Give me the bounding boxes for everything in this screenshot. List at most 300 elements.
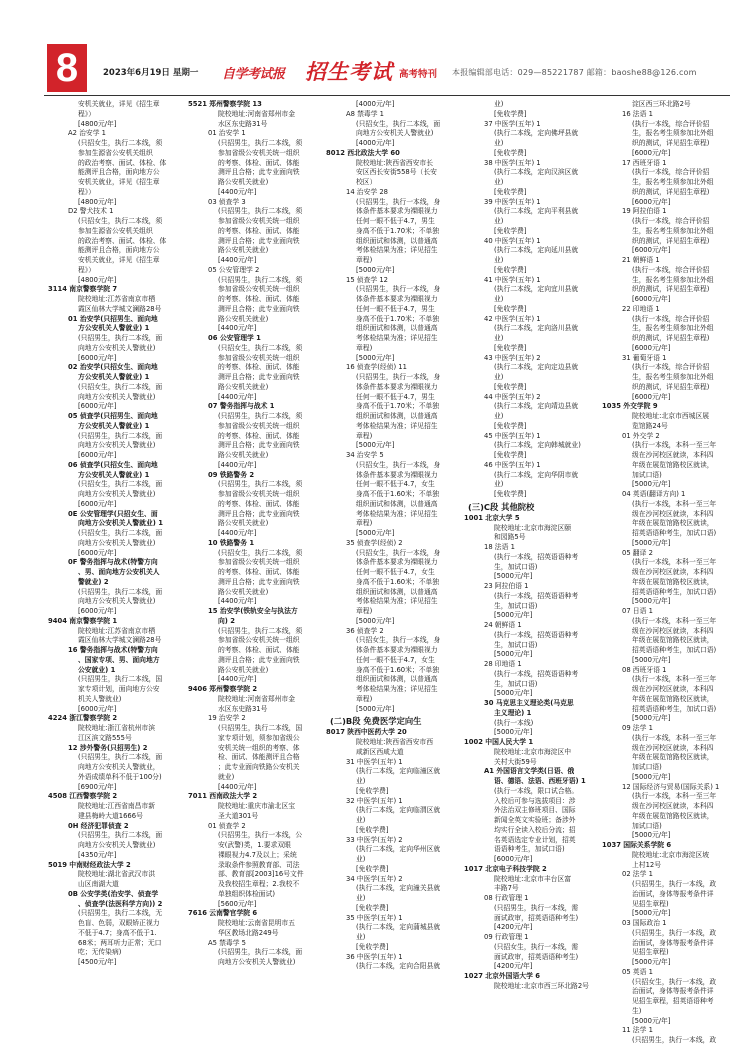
listing-line: 、男、面向地方公安机关人 [78, 568, 160, 576]
listing-line: 18 法语 1 [484, 543, 515, 551]
listing-line: 向) 2 [218, 616, 235, 625]
listing-line: 09 法学 1 [622, 724, 653, 732]
listing-line: 36 中医学(五年) 1 [346, 952, 403, 961]
listing-line: (执行一本线，综合评价招 [632, 168, 710, 177]
listing-line: (执行一本线，招英语语种考 [494, 630, 579, 639]
listing-line: 加试口语) [632, 821, 662, 830]
section-heading: (二)B段 免费医学定向生 [330, 716, 422, 727]
listing-line: 年级在展览馆路校区就读， [632, 577, 714, 586]
issue-date: 2023年6月19日 星期一 [103, 68, 199, 78]
listing-line: (只招男生，执行二本线，面 [78, 587, 163, 596]
listing-line: 考体检结果为准；详见招生 [356, 334, 438, 342]
listing-line: 织的测试，详见招生章程) [632, 334, 710, 342]
column-2 [188, 100, 326, 1058]
listing-line: [5000元/年] [356, 441, 395, 450]
listing-line: 霞区仙林大学城文澜路28号 [78, 304, 162, 313]
listing-line: 36 侦查学 2 [346, 626, 384, 635]
listing-line: (执行一本线，综合评价招 [632, 217, 710, 225]
listing-line: ；此专业面向铁路公安机关 [218, 763, 300, 771]
listing-line: 体条件基本要求为裸眼视力 [356, 295, 438, 303]
listing-line: 05 英语 1 [622, 967, 653, 976]
listing-line: [6000元/年] [632, 197, 671, 206]
listing-line: 组织面试和体测，以普通高 [356, 499, 438, 508]
listing-line: 39 中医学(五年) 1 [484, 197, 541, 206]
listing-line: (只招女生，执行一本线，身 [356, 460, 441, 469]
listing-line: 参加省级公安机关统一组织 [218, 217, 300, 225]
listing-line: [5000元/年] [356, 616, 395, 625]
listing-line: [6000元/年] [494, 855, 533, 863]
listing-line: 41 中医学(五年) 1 [484, 275, 541, 284]
listing-line: 生，加试口语) [494, 679, 538, 688]
listing-line: 9406 郑州警察学院 2 [188, 685, 258, 693]
listing-line: (只招男生，执行二本线，须 [218, 626, 303, 635]
listing-line: 能测评且合格，面向地方公 [78, 246, 160, 255]
listing-line: 的考察、体检、面试、体能 [218, 568, 300, 576]
listing-line: 1027 北京外国语大学 6 [464, 972, 540, 980]
contact-info: 本报编辑部电话：029—85221787 邮箱：baoshe88@126.com [452, 68, 697, 77]
listing-line: 业) [356, 894, 366, 902]
listing-line: 0B 公安学类(治安学、侦查学 [68, 889, 159, 898]
listing-line: 霞区仙林大学城文澜路28号 [78, 636, 162, 645]
listing-line: (执行二本线，定向华州区就 [356, 845, 441, 854]
listing-line: (只招男生，执行二本线，面 [78, 431, 163, 440]
listing-line: (执行一本线，综合评价招 [632, 363, 710, 372]
listing-line: 方公安机关人警就业) 1 [78, 470, 150, 479]
listing-line: 能测评且合格，面向地方公 [78, 168, 160, 177]
listing-line: 见招生章程，招英语语种考 [632, 997, 714, 1005]
listing-line: 体条件基本要求为裸眼视力 [356, 470, 438, 479]
listing-line: 家专项计划，须参加省级公 [218, 733, 300, 742]
listing-line: 向地方公安机关人警就业) [78, 597, 156, 606]
listing-line: 就业) [218, 772, 235, 781]
listing-line: [6000元/年] [632, 392, 671, 401]
listing-line: [4400元/年] [218, 782, 257, 791]
listing-line: (只招女生，执行二本线，须 [78, 217, 163, 225]
listing-line: (执行二本线，定向临渭区就 [356, 806, 441, 815]
listing-line: 语、德语、法语、西班牙语) 1 [494, 777, 586, 785]
listing-line: 体条件基本要求为裸眼视力 [356, 207, 438, 216]
listing-line: (执行一本线，本科一至三年 [632, 499, 717, 508]
listing-line: [4200元/年] [494, 923, 533, 932]
listing-line: 向地方公安机关人警就业) [78, 343, 156, 352]
listing-line: 身高不低于1.60米；不单独 [356, 665, 440, 674]
listing-line: [4800元/年] [78, 197, 117, 206]
listing-line: 路公安机关就业) [218, 519, 269, 528]
listing-line: 06 侦查学(只招女生、面向地 [68, 460, 158, 469]
listing-line: (只招男生，执行一本线，公 [218, 831, 303, 840]
listing-line: 参加省级公安机关统一组织 [218, 353, 300, 362]
listing-line: 及我校招生章程；2.我校不 [218, 880, 300, 888]
listing-line: 章程) [356, 343, 373, 352]
listing-line: (执行一本线，本科一至三年 [632, 616, 717, 625]
listing-line: 4508 江西警察学院 2 [48, 792, 118, 801]
listing-line: 院校地址:重庆市渝北区宝 [218, 802, 296, 810]
listing-line: 24 朝鲜语 1 [484, 621, 522, 629]
listing-line: [免收学费] [356, 942, 389, 951]
listing-line: (只招男生，执行一本线，身 [356, 197, 441, 206]
listing-line: 考体检结果为准；详见招生 [356, 246, 438, 255]
listing-line: [4400元/年] [218, 460, 257, 469]
listing-line: 山区南湖大道 [78, 880, 119, 888]
listing-line: 16 侦查学(经侦) 11 [346, 363, 407, 372]
listing-line: 30 马克思主义理论类(马克思 [484, 699, 574, 707]
listing-line: 安(武警)类，1.要求双眼 [218, 841, 291, 849]
listing-line: 程》） [78, 187, 95, 196]
listing-line: 安机关就业，详见《招生章 [78, 256, 160, 264]
listing-line: 业) [494, 256, 504, 264]
listing-line: 09 铁路警务 2 [208, 470, 255, 479]
listing-line: 测评且合格；此专业面向铁 [218, 441, 300, 450]
listing-line: 11 法学 1 [622, 1026, 653, 1035]
listing-line: (只招女生，执行一本线，身 [356, 636, 441, 645]
listing-line: 级在沙河校区就读，本科四 [632, 568, 714, 576]
listing-line: 考体检结果为准；详见招生 [356, 509, 438, 518]
listing-line: 吃；无传染病) [78, 948, 122, 957]
listing-line: 业) [494, 139, 504, 147]
listing-line: 向地方公安机关人警就业) [218, 958, 296, 966]
listing-line: [5000元/年] [632, 714, 671, 723]
listing-line: 向地方公安机关人警就业， [78, 763, 160, 771]
listing-line: 向地方公安机关人警就业) [78, 538, 156, 547]
listing-line: 家专项计划，面向地方公安 [78, 685, 160, 693]
listing-line: [5000元/年] [494, 650, 533, 659]
listing-line: 章程) [356, 431, 373, 440]
listing-line: 9404 南京警察学院 1 [48, 616, 118, 625]
listing-line: 面试政审，招英语语种考生) [494, 913, 579, 922]
listing-line: 的政治考察、面试、体检、体 [78, 158, 167, 167]
listing-line: [5000元/年] [632, 480, 671, 489]
listing-line: 测评且合格；此专业面向铁 [218, 236, 300, 245]
listing-line: A5 禁毒学 5 [208, 938, 247, 947]
listing-line: 组织面试和体测，以普通高 [356, 587, 438, 596]
special-edition-label: 高考特刊 [399, 69, 438, 80]
listing-line: 16 警务指挥与战术(特警方向 [68, 646, 158, 654]
listing-line: 生，加试口语) [494, 640, 538, 649]
listing-line: 华区教场北路249号 [218, 928, 279, 937]
listing-line: 8017 陕西中医药大学 20 [326, 728, 407, 737]
listing-line: [免收学费] [494, 451, 527, 459]
listing-line: [6000元/年] [632, 343, 671, 352]
listing-line: 考体检结果为准；详见招生 [356, 421, 438, 430]
listing-line: 身高不低于1.70米；不单独 [356, 314, 440, 323]
listing-line: 0H 经济犯罪侦查 2 [68, 821, 129, 830]
listing-line: 身高不低于1.70米；不单独 [356, 402, 440, 411]
listing-line: [免收学费] [494, 382, 527, 391]
listing-line: 业) [494, 334, 504, 342]
listing-line: 路公安机关就业) [218, 665, 269, 674]
listing-line: 8012 西北政法大学 60 [326, 148, 400, 157]
listing-line: [6900元/年] [78, 782, 117, 791]
listing-line: 的考察、体检、面试、体能 [218, 646, 300, 654]
listing-line: 外法治双主修班项目、国际 [494, 806, 576, 815]
listing-line: 览馆路24号 [632, 421, 668, 430]
listing-line: 年级在展览馆路校区就读， [632, 753, 714, 762]
listing-line: 级在沙河校区就读，本科四 [632, 509, 714, 518]
listing-line: 体条件基本要求为裸眼视力 [356, 646, 438, 654]
listing-line: (执行二本线，定向佛坪县就 [494, 129, 579, 138]
listing-line: 色盲、色弱，双眼矫正视力 [78, 919, 160, 927]
listing-line: (只招男生，执行二本线，面 [78, 334, 163, 342]
listing-line: 的考察、体检、面试、体能 [218, 431, 300, 440]
listing-line: [免收学费] [494, 148, 527, 157]
listing-line: 见招生章程) [632, 899, 669, 908]
newspaper-brand: 自学考试报 [222, 67, 285, 82]
listing-line: 咸新区西咸大道 [356, 747, 404, 756]
listing-line: 09 行政管理 1 [484, 933, 529, 941]
listing-line: [免收学费] [494, 265, 527, 274]
listing-line: 参加生源省公安机关组织 [78, 226, 153, 235]
listing-line: 级在沙河校区就读，本科四 [632, 626, 714, 635]
listing-line: (执行一本线) [494, 718, 534, 727]
listing-line: 织的测试，详见招生章程) [632, 187, 710, 196]
listing-line: 院校地址:北京市西城区展 [632, 412, 710, 420]
listing-line: 院校地址:北京市丰台区富 [494, 874, 572, 883]
listing-line: 任何一眼不低于4.7，女生 [356, 568, 435, 576]
listing-line: 业) [494, 373, 504, 381]
listing-line: 路公安机关就业) [218, 382, 269, 391]
listing-line: 公安就业) 1 [78, 665, 116, 674]
masthead-title: 招生考试 [305, 59, 393, 84]
listing-line: 圣大道301号 [218, 811, 259, 820]
column-4 [464, 100, 602, 1058]
listing-line: 17 西班牙语 1 [622, 158, 667, 167]
listing-line: (只招男生，执行二本线，国 [218, 724, 303, 732]
listing-line: D2 警犬技术 1 [68, 207, 114, 216]
listing-line: (只招男生，执行一本线，身 [356, 373, 441, 381]
listing-line: (只招女生，执行一本线，需 [494, 942, 579, 951]
listing-line: 院校地址:云南省昆明市五 [218, 919, 296, 927]
listing-line: 生，报名考生须参加北外组 [632, 373, 714, 381]
listing-line: (只招男生，执行一本线，政 [632, 1036, 717, 1044]
column-5 [602, 100, 734, 1058]
listing-line: 身高不低于1.60米；不单独 [356, 577, 440, 586]
listing-line: (只招男生，执行一本线，政 [632, 928, 717, 937]
listing-line: 3114 南京警察学院 7 [48, 285, 118, 294]
listing-line: [5000元/年] [632, 772, 671, 781]
listing-line: 业) [494, 480, 504, 489]
listing-line: 测评且合格；此专业面向铁 [218, 509, 300, 518]
listing-line: 加试口语) [632, 470, 662, 479]
listing-line: [5000元/年] [494, 611, 533, 620]
listing-line: [4500元/年] [78, 958, 117, 966]
listing-line: (只招男生，执行二本线，须 [218, 139, 303, 147]
listing-line: 31 葡萄牙语 1 [622, 353, 667, 362]
listing-line: [免收学费] [494, 226, 527, 235]
listing-line: (只招男生，执行一本线，需 [494, 903, 579, 912]
listing-line: (只招女生，执行二本线，面 [356, 119, 441, 128]
listing-line: (只招男生，执行一本线，身 [356, 285, 441, 294]
listing-line: 43 中医学(五年) 2 [484, 353, 541, 362]
header-rule [44, 95, 730, 96]
listing-line: 江区滨文路555号 [78, 733, 132, 742]
listing-line: 安区西长安街558号（长安 [356, 168, 437, 177]
listing-line: (只招男生，执行二本线，国 [78, 675, 163, 684]
listing-line: [5000元/年] [632, 909, 671, 918]
listing-line: 建县梅岭大道1666号 [78, 811, 143, 820]
listing-line: 体条件基本要求为裸眼视力 [356, 382, 438, 391]
listing-line: 业) [494, 217, 504, 225]
listing-line: (执行二本线，定向定边县就 [494, 363, 579, 372]
listing-line: 15 治安学(铁轨安全与执法方 [208, 607, 298, 615]
listing-line: 级在沙河校区就读，本科四 [632, 802, 714, 810]
listing-line: 40 中医学(五年) 1 [484, 236, 541, 245]
listing-line: 级在沙河校区就读，本科四 [632, 451, 714, 459]
listing-line: 生) [632, 1006, 642, 1015]
listing-line: 测评且合格；此专业面向铁 [218, 577, 300, 586]
listing-line: 语语种考生，加试口语) [494, 845, 565, 854]
listing-line: 01 外交学 2 [622, 431, 660, 440]
column-1 [48, 100, 186, 1058]
listing-line: (只招男生，执行二本线，面 [78, 753, 163, 762]
listing-line: 生，报名考生须参加北外组 [632, 129, 714, 138]
listing-line: (只招女生，执行二本线，须 [78, 139, 163, 147]
listing-line: 院校地址:北京市海淀区坡 [632, 850, 710, 859]
listing-line: 02 治安学(只招女生、面向地 [68, 363, 158, 372]
listing-line: 外语成绩单科不低于100分) [78, 772, 162, 781]
listing-line: 章程) [356, 607, 373, 615]
listing-line: 新闻全英文实验班；备涉外 [494, 816, 576, 824]
listing-line: 机关人警就业) [78, 694, 122, 703]
listing-line: 23 阿拉伯语 1 [484, 582, 529, 590]
listing-line: [6000元/年] [632, 295, 671, 303]
listing-line: 参加省级公安机关统一组织 [218, 490, 300, 498]
listing-line: (只招男生，执行二本线，面 [78, 831, 163, 840]
listing-line: 03 国际政治 1 [622, 919, 667, 927]
listing-line: 织的测试，详见招生章程) [632, 382, 710, 391]
listing-line: 生，加试口语) [494, 562, 538, 571]
listing-line: (执行一本线，综合评价招 [632, 119, 710, 128]
listing-line: [6000元/年] [78, 451, 117, 459]
listing-line: 1001 北京大学 5 [464, 513, 520, 522]
listing-line: 关村大街59号 [494, 757, 537, 766]
listing-line: 章程) [356, 256, 373, 264]
listing-line: 生，报名考生须参加北外组 [632, 178, 714, 186]
listing-line: 院校地址:江西省南昌市新 [78, 802, 156, 810]
listing-line: [4400元/年] [218, 597, 257, 606]
listing-line: 22 印地语 1 [622, 304, 660, 313]
listing-line: (执行二本线，定向临潼区就 [356, 767, 441, 776]
listing-line: 丰路7号 [494, 884, 519, 893]
listing-line: A8 禁毒学 1 [346, 109, 385, 118]
listing-line: [5000元/年] [632, 538, 671, 547]
listing-line: 上村12号 [632, 860, 662, 869]
listing-line: 路公安机关就业) [218, 246, 269, 255]
listing-line: 组织面试和体测，以普通高 [356, 324, 438, 333]
listing-line: [免收学费] [356, 864, 389, 873]
listing-line: [4400元/年] [218, 529, 257, 537]
listing-line: [5000元/年] [494, 572, 533, 581]
listing-line: [免收学费] [494, 187, 527, 196]
listing-line: 5521 郑州警察学院 13 [188, 100, 262, 108]
listing-line: 检、面试、体能测评且合格 [218, 753, 300, 762]
listing-line: 院校地址:北京市海淀区颐 [494, 523, 572, 532]
listing-line: 10 铁路警务 1 [208, 538, 255, 547]
listing-line: 加试口语) [632, 763, 662, 771]
listing-line: 年级在展览馆路校区就读， [632, 519, 714, 528]
listing-line: (只招女生，执行二本线，须 [218, 548, 303, 557]
listing-line: 1017 北京电子科技学院 2 [464, 864, 547, 873]
listing-line: 03 侦查学 3 [208, 197, 246, 206]
listing-line: 路公安机关就业) [218, 451, 269, 459]
listing-line: [4800元/年] [78, 275, 117, 284]
listing-line: (执行二本线，定向潼关县就 [356, 884, 441, 893]
listing-line: 测评且合格；此专业面向铁 [218, 373, 300, 381]
listing-line: 的考察、体检、面试、体能 [218, 499, 300, 508]
listing-line: 程》） [78, 265, 95, 274]
listing-line: 和园路5号 [494, 533, 526, 542]
listing-line: 考体检结果为准；详见招生 [356, 685, 438, 693]
listing-line: 年级在展览馆路校区就读， [632, 460, 714, 469]
listing-line: 方公安机关人警就业) 1 [78, 421, 150, 430]
listing-line: 组织面试和体测，以普通高 [356, 236, 438, 245]
listing-line: (执行一本线，本科一至三年 [632, 558, 717, 567]
listing-line: 业) [494, 295, 504, 303]
listing-line: 参加省级公安机关统一组织 [218, 421, 300, 430]
listing-line: 业) [356, 816, 366, 824]
listing-line: 年级在展览馆路校区就读， [632, 811, 714, 820]
listing-line: [4400元/年] [218, 392, 257, 401]
listing-line: [4400元/年] [218, 675, 257, 684]
listing-line: 参加省级公安机关统一组织 [218, 148, 300, 157]
listing-line: 安机关就业，详见《招生章 [78, 178, 160, 186]
listing-line: 参加省级公安机关统一组织 [218, 285, 300, 294]
listing-line: 身高不低于1.70米；不单独 [356, 226, 440, 235]
listing-line: [6000元/年] [78, 704, 117, 713]
listing-line: 35 侦查学(经侦) 2 [346, 538, 403, 547]
listing-line: 业) [356, 855, 366, 863]
listing-line: 1037 国际关系学院 6 [602, 841, 672, 849]
listing-line: (只招女生，执行二本线，面 [78, 480, 163, 489]
listing-line: 方公安机关人警就业) 1 [78, 373, 150, 381]
listing-line: 组织面试和体测，以普通高 [356, 412, 438, 420]
listing-line: 任何一眼不低于4.7，女生 [356, 480, 435, 489]
listing-line: 水区东史路31号 [218, 704, 268, 713]
listing-line: 水区东史路31号 [218, 119, 268, 128]
listing-line: (只招女生，执行一本线，身 [356, 548, 441, 557]
listing-line: [6000元/年] [78, 499, 117, 508]
listing-line: [6000元/年] [78, 548, 117, 557]
listing-line: (只招男生，执行一本线，政 [632, 880, 717, 888]
listing-line: (执行一本线，限口试合格。 [494, 786, 579, 795]
listing-line: 织的测试，详见招生章程) [632, 139, 710, 147]
listing-line: [免收学费] [494, 490, 527, 498]
listing-line: 治面试，身体等报考条件详 [632, 938, 714, 947]
listing-line: 淀区西三环北路2号 [632, 100, 691, 108]
listing-line: 部、教育部[2003]16号文件 [218, 870, 304, 879]
listing-line: (执行一本线，综合评价招 [632, 265, 710, 274]
listing-line: A1 外国语言文学类(日语、俄 [484, 767, 575, 776]
listing-line: [6000元/年] [78, 353, 117, 362]
listing-line: [免收学费] [494, 343, 527, 352]
listing-line: (只招男生，执行二本线，须 [218, 480, 303, 489]
listing-line: 05 公安管理学 2 [208, 265, 260, 274]
listing-line: 向地方公安机关人警就业) [356, 129, 434, 138]
listing-line: [5000元/年] [356, 704, 395, 713]
listing-line: (执行一本线，招英语语种考 [494, 591, 579, 600]
listing-line: (只招男生，执行二本线，须 [218, 207, 303, 216]
section-heading: (三)C段 其他院校 [468, 501, 535, 512]
listing-line: 主义理论) 1 [494, 708, 532, 717]
listing-line: 07 日语 1 [622, 607, 653, 615]
listing-line: 37 中医学(五年) 1 [484, 119, 541, 128]
listing-line: 程》） [78, 109, 95, 118]
listing-line: (只招男生，执行二本线，须 [218, 412, 303, 420]
listing-line: 院校地址:湖北省武汉市洪 [78, 870, 156, 879]
listing-line: 不低于4.7；身高不低于1. [78, 928, 157, 937]
listing-line: 05 翻译 2 [622, 548, 653, 557]
listing-line: [5000元/年] [632, 831, 671, 840]
listing-line: [4400元/年] [218, 187, 257, 196]
